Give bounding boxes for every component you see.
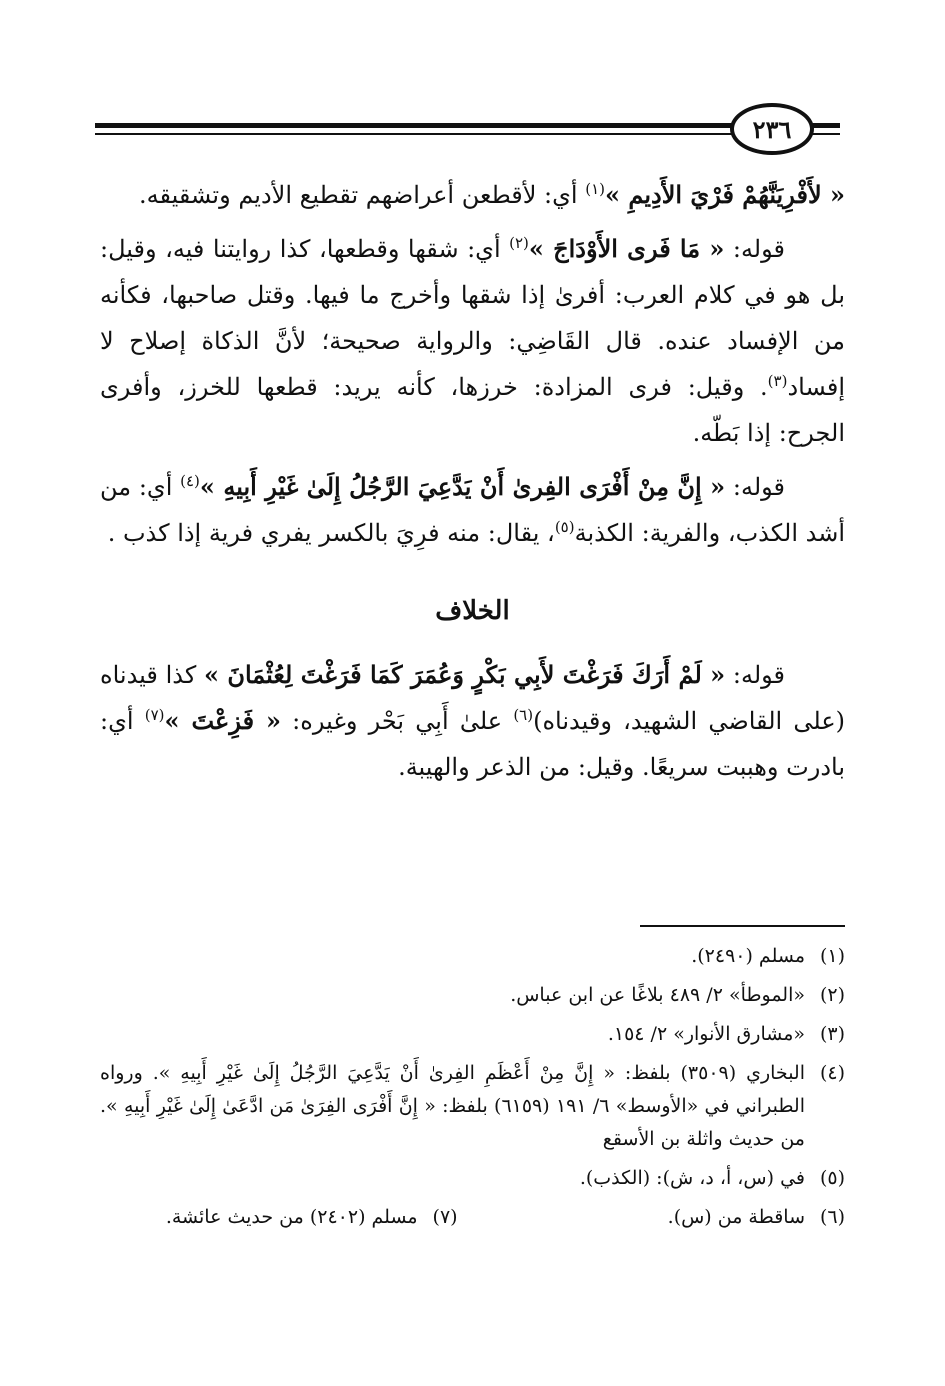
footnote-number: (٢): [819, 984, 845, 1006]
footnotes: [100, 940, 845, 1240]
paragraph-lead: قوله:: [725, 661, 786, 689]
paragraph-text: أي: لأقطعن أعراضهم تقطيع الأديم وتشقيقه.: [138, 181, 586, 209]
paragraph-lead: قوله:: [725, 473, 786, 501]
paragraph-text: علىٰ أَبِي بَحْر وغيره:: [280, 707, 514, 735]
footnote-number: (٥): [819, 1167, 845, 1189]
footnote-number: (٧): [432, 1206, 458, 1228]
footnote-text: «مشارق الأنوار» ٢/ ١٥٤.: [607, 1023, 805, 1045]
paragraph-text: ، يقال: منه فرِيَ بالكسر يفري فرية إذا كذب .: [107, 519, 555, 547]
paragraph-3: [100, 464, 845, 556]
footnote-number: (٣): [819, 1023, 845, 1045]
footnote-text: البخاري (٣٥٠٩) بلفظ: « إِنَّ مِنْ أَعْظَمِ الفِرىٰ أَنْ يَدَّعِيَ الرَّجُلُ إِلَىٰ غَيْرِ أَبِيهِ ». ورواه الطبراني في «الأوسط» ٦/ ١٩١ (٦١٥٩) بلفظ: « إِنَّ أَفْرَى الفِرَىٰ مَن ادَّعَىٰ إِلَىٰ غَيْرِ أَبِيهِ ». من حديث واثلة بن الأسقع: [100, 1062, 805, 1150]
footnote-7: [100, 1201, 458, 1234]
paragraph-text: أي: من أشد الكذب، والفرية: الكذبة: [100, 473, 845, 547]
paragraph-text: أي: بادرت وهببت سريعًا. وقيل: من الذعر والهيبة.: [100, 707, 845, 781]
paragraph-lead: قوله:: [724, 235, 785, 263]
paragraph-khilaf: [100, 652, 845, 790]
footnote-text: في (س، أ، د، ش): (الكذب).: [579, 1167, 805, 1189]
footnote-1: [100, 940, 845, 973]
footnote-ref[interactable]: (٣): [767, 372, 788, 390]
footnote-5: [100, 1162, 845, 1195]
main-text: [100, 172, 845, 798]
page-header: [95, 100, 840, 160]
footnote-6: [487, 1201, 845, 1234]
footnote-ref[interactable]: (٤): [180, 472, 200, 490]
paragraph-text: أي: شقها وقطعها، كذا روايتنا فيه، وقيل: بل هو في كلام العرب: أفرىٰ إذا شقها وأخرج ما فيها. وقتل صاحبها، فكأنه من الإفساد عنده. قال القَاضِي: والرواية صحيحة؛ لأنَّ الذكاة إصلاح لا إفساد: [100, 235, 845, 401]
hadith-quote: « لأَفْرِيَنَّهُمْ فَرْيَ الأَدِيمِ »: [605, 180, 845, 209]
paragraph-2: [100, 226, 845, 456]
page-number: ٢٣٦: [730, 103, 814, 155]
paragraph-text: . وقيل: فرى المزادة: خرزها، كأنه يريد: قطعها للخرز، وأفرى الجرح: إذا بَطّه.: [100, 373, 845, 447]
footnote-text: ساقطة من (س).: [667, 1206, 805, 1228]
hadith-quote: « إِنَّ مِنْ أَفْرَى الفِرىٰ أَنْ يَدَّعِيَ الرَّجُلُ إِلَىٰ غَيْرِ أَبِيهِ »: [199, 472, 726, 501]
footnote-text: مسلم (٢٤٠٢) من حديث عائشة.: [165, 1206, 418, 1228]
footnote-2: [100, 979, 845, 1012]
section-title: الخلاف: [435, 596, 510, 626]
footnote-text: «الموطأ» ٢/ ٤٨٩ بلاغًا عن ابن عباس.: [510, 984, 805, 1006]
footnote-ref[interactable]: (٢): [509, 234, 529, 252]
paragraph-text: كذا قيدناه (على القاضي الشهيد، وقيدناه): [100, 661, 846, 735]
footnote-4: [100, 1057, 845, 1156]
footnote-ref[interactable]: (٥): [554, 518, 575, 536]
footnote-separator: [640, 925, 845, 927]
header-rule-thin: [95, 133, 840, 135]
footnote-ref[interactable]: (٧): [144, 706, 165, 724]
variant-quote: « فَزِعْتَ »: [164, 706, 281, 735]
footnote-number: (١): [819, 945, 845, 967]
paragraph-1: [100, 172, 845, 218]
footnote-number: (٤): [819, 1062, 845, 1084]
header-rule-thick: [95, 123, 840, 128]
footnote-number: (٦): [819, 1206, 845, 1228]
footnote-text: مسلم (٢٤٩٠).: [691, 945, 805, 967]
footnote-3: [100, 1018, 845, 1051]
footnote-ref[interactable]: (١): [585, 180, 606, 198]
footnote-ref[interactable]: (٦): [513, 706, 534, 724]
hadith-quote: « لَمْ أَرَكَ فَرَغْتَ لأَبِي بَكْرٍ وَعُمَرَ كَمَا فَرَغْتَ لِعُثْمَانَ »: [203, 660, 726, 689]
footnote-row: [100, 1201, 845, 1240]
hadith-quote: « مَا فَرى الأَوْدَاجَ »: [528, 234, 725, 263]
